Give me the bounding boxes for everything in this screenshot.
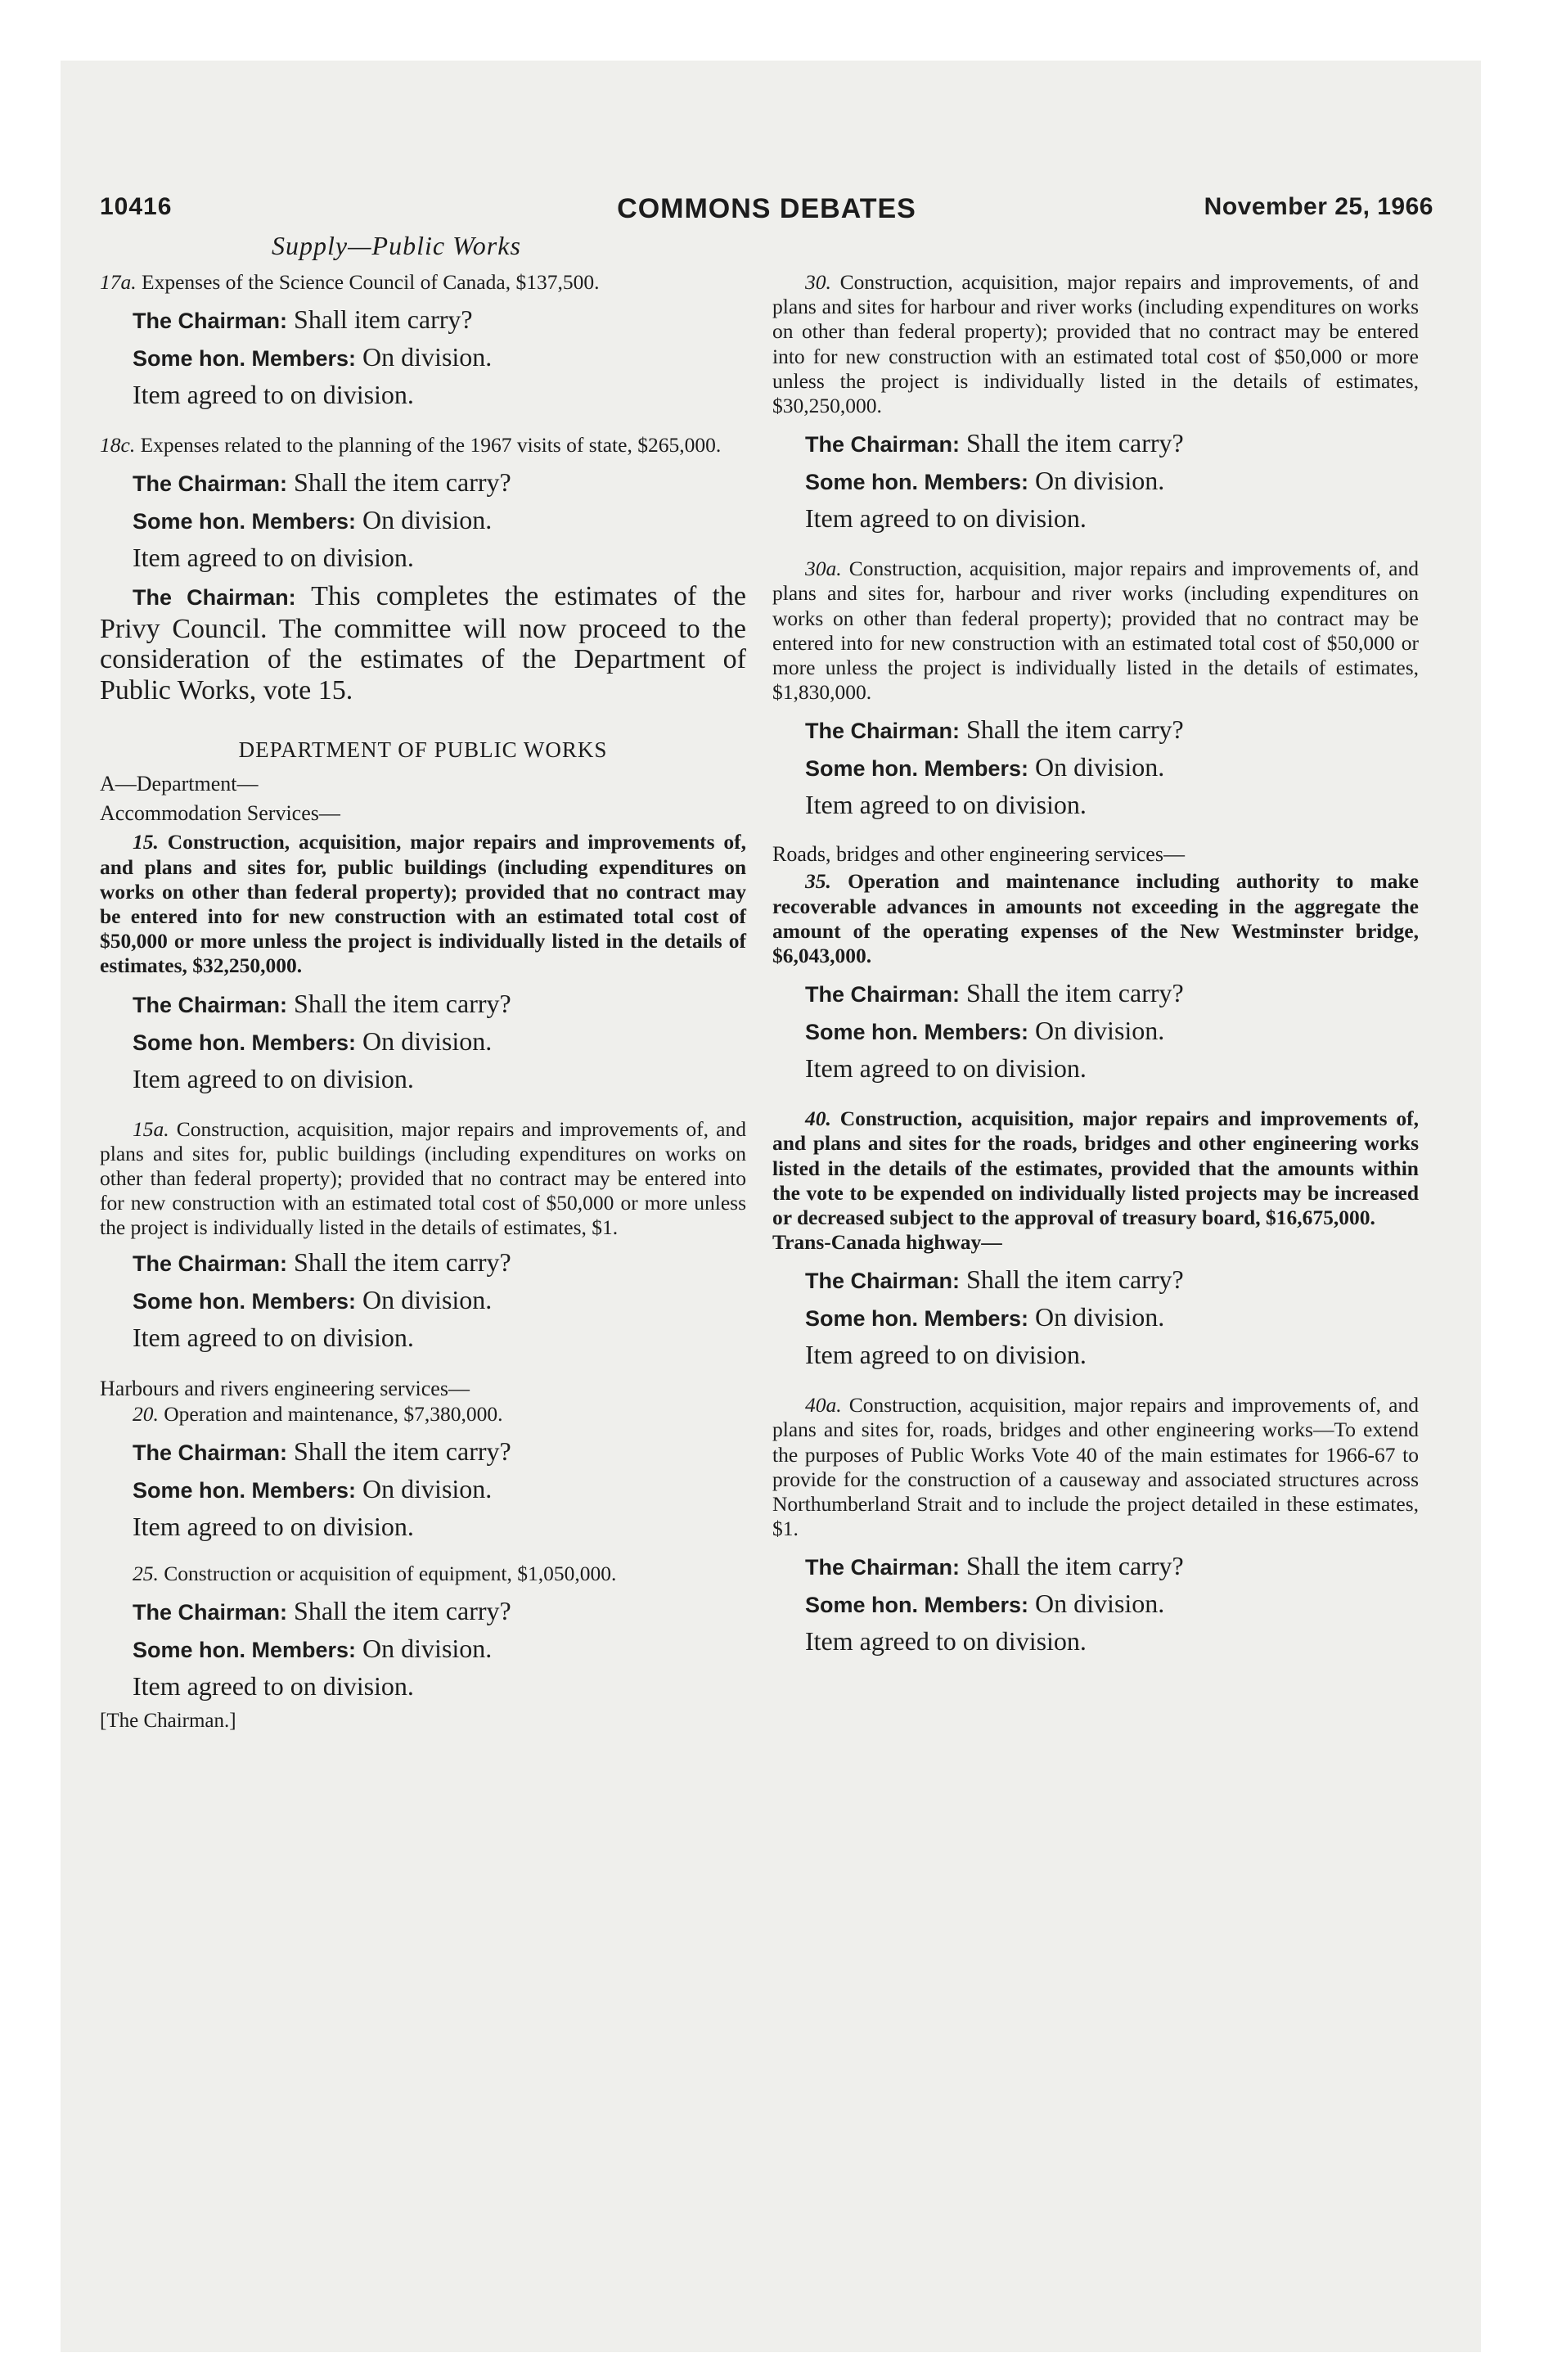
speech: Some hon. Members: On division.: [805, 1589, 1165, 1619]
speech: Some hon. Members: On division.: [133, 1473, 493, 1503]
speech: Item agreed to on division.: [133, 1671, 414, 1702]
speech: Item agreed to on division.: [133, 1511, 414, 1541]
page-header: [100, 193, 1433, 234]
subsection-heading: Harbours and rivers engineering services—: [100, 1376, 470, 1400]
speech: Some hon. Members: On division.: [805, 752, 1165, 782]
speech: Some hon. Members: On division.: [133, 342, 493, 372]
vote-item: 30a. Construction, acquisition, major repairs and improvements of, and plans and sites for, harbour and river works (including expenditures on works on other than federal property); provided that no contract may be entered into for new construction with an estimated total cost of $50,000 or more unless the project is individually listed in the details of estimates, $1,830,000.: [772, 557, 1419, 705]
speech: Item agreed to on division.: [133, 1063, 414, 1093]
speech: Some hon. Members: On division.: [133, 1634, 493, 1664]
department-heading: DEPARTMENT OF PUBLIC WORKS: [238, 737, 608, 763]
speech: Item agreed to on division.: [133, 1322, 414, 1352]
vote-item: 40. Construction, acquisition, major repairs and improvements of, and plans and sites for the roads, bridges and other engineering works listed in the details of the estimates, provided that the amounts within the vote to be expended on individually listed projects may be increased or decreased subject to the approval of treasury board, $16,675,000.: [772, 1107, 1420, 1230]
speech: Some hon. Members: On division.: [133, 1284, 493, 1314]
publication-title: COMMONS DEBATES: [617, 193, 916, 224]
vote-item: 40a. Construction, acquisition, major repairs and improvements of, and plans and sites for, roads, bridges and other engineering works—To extend the purposes of Public Works Vote 40 of the main estimates for 1966-67 to provide for the construction of a causeway and associated structures across Northumberland Strait and to include the project detailed in these estimates, $1.: [772, 1393, 1419, 1541]
speaker-footer: [The Chairman.]: [100, 1710, 236, 1733]
subsection-heading: Accommodation Services—: [100, 801, 340, 826]
speech: The Chairman: Shall the item carry?: [133, 1436, 511, 1466]
running-subheading: Supply—Public Works: [272, 231, 521, 260]
speech: Some hon. Members: On division.: [805, 466, 1165, 496]
speech: Some hon. Members: On division.: [805, 1016, 1165, 1046]
speech: Item agreed to on division.: [805, 503, 1087, 534]
speech: Item agreed to on division.: [805, 790, 1087, 820]
subsection-heading: Roads, bridges and other engineering services—: [772, 842, 1185, 867]
right-column: [772, 270, 1419, 1657]
speech: Some hon. Members: On division.: [133, 505, 493, 535]
speech: Item agreed to on division.: [133, 380, 414, 410]
subsection-heading: A—Department—: [100, 772, 259, 796]
vote-item: 15. Construction, acquisition, major repairs and improvements of, and plans and sites for, public buildings (including expenditures on works on other than federal property); provided that no contract may be entered into for new construction with an estimated total cost of $50,000 or more unless the project is individually listed in the details of estimates, $32,250,000.: [100, 830, 747, 978]
speech: The Chairman: Shall the item carry?: [133, 988, 511, 1018]
vote-item: 35. Operation and maintenance including authority to make recoverable advances in amounts not exceeding in the aggregate the amount of the operating expenses of the New Westminster bridge, $6,043,000.: [772, 869, 1419, 968]
speech: Item agreed to on division.: [805, 1053, 1087, 1084]
speech: Some hon. Members: On division.: [805, 1302, 1165, 1332]
subsection-heading: Trans-Canada highway—: [772, 1230, 1002, 1255]
speech: The Chairman: Shall the item carry?: [133, 1596, 511, 1626]
page-number: 10416: [100, 193, 173, 220]
speech: The Chairman: Shall the item carry?: [805, 978, 1184, 1008]
vote-item: 20. Operation and maintenance, $7,380,000.: [133, 1401, 503, 1426]
speech: Item agreed to on division.: [133, 543, 414, 573]
chairman-statement: The Chairman: This completes the estimates of the Privy Council. The committee will now proceed to the consideration of the estimates of the Department of Public Works, vote 15.: [100, 581, 746, 705]
speech: The Chairman: Shall the item carry?: [805, 428, 1184, 458]
speech: The Chairman: Shall the item carry?: [805, 1264, 1184, 1295]
left-column: [100, 270, 746, 1734]
vote-item: 17a. Expenses of the Science Council of Canada, $137,500.: [100, 270, 600, 294]
vote-item: 18c. Expenses related to the planning of the 1967 visits of state, $265,000.: [100, 433, 722, 458]
vote-item: 15a. Construction, acquisition, major repairs and improvements of, and plans and sites for, public buildings (including expenditures on works on other than federal property); provided that no contract may be entered into for new construction with an estimated total cost of $50,000 or more unless the project is individually listed in the details of estimates, $1.: [100, 1116, 746, 1240]
vote-item: 30. Construction, acquisition, major repairs and improvements, of and plans and sites for harbour and river works (including expenditures on works on other than federal property); provided that no contract may be entered into for new construction with an estimated total cost of $50,000 or more unless the project is individually listed in the details of estimates, $30,250,000.: [772, 270, 1419, 418]
speech: The Chairman: Shall the item carry?: [133, 467, 511, 498]
speech: Item agreed to on division.: [805, 1340, 1087, 1370]
speech: The Chairman: Shall the item carry?: [805, 714, 1184, 745]
publication-date: November 25, 1966: [1204, 193, 1433, 220]
speech: The Chairman: Shall the item carry?: [805, 1551, 1184, 1581]
speech: Item agreed to on division.: [805, 1626, 1087, 1657]
vote-item: 25. Construction or acquisition of equipment, $1,050,000.: [133, 1561, 617, 1585]
speech: The Chairman: Shall the item carry?: [133, 1246, 511, 1277]
speech: Some hon. Members: On division.: [133, 1025, 493, 1056]
speech: The Chairman: Shall item carry?: [133, 304, 473, 335]
